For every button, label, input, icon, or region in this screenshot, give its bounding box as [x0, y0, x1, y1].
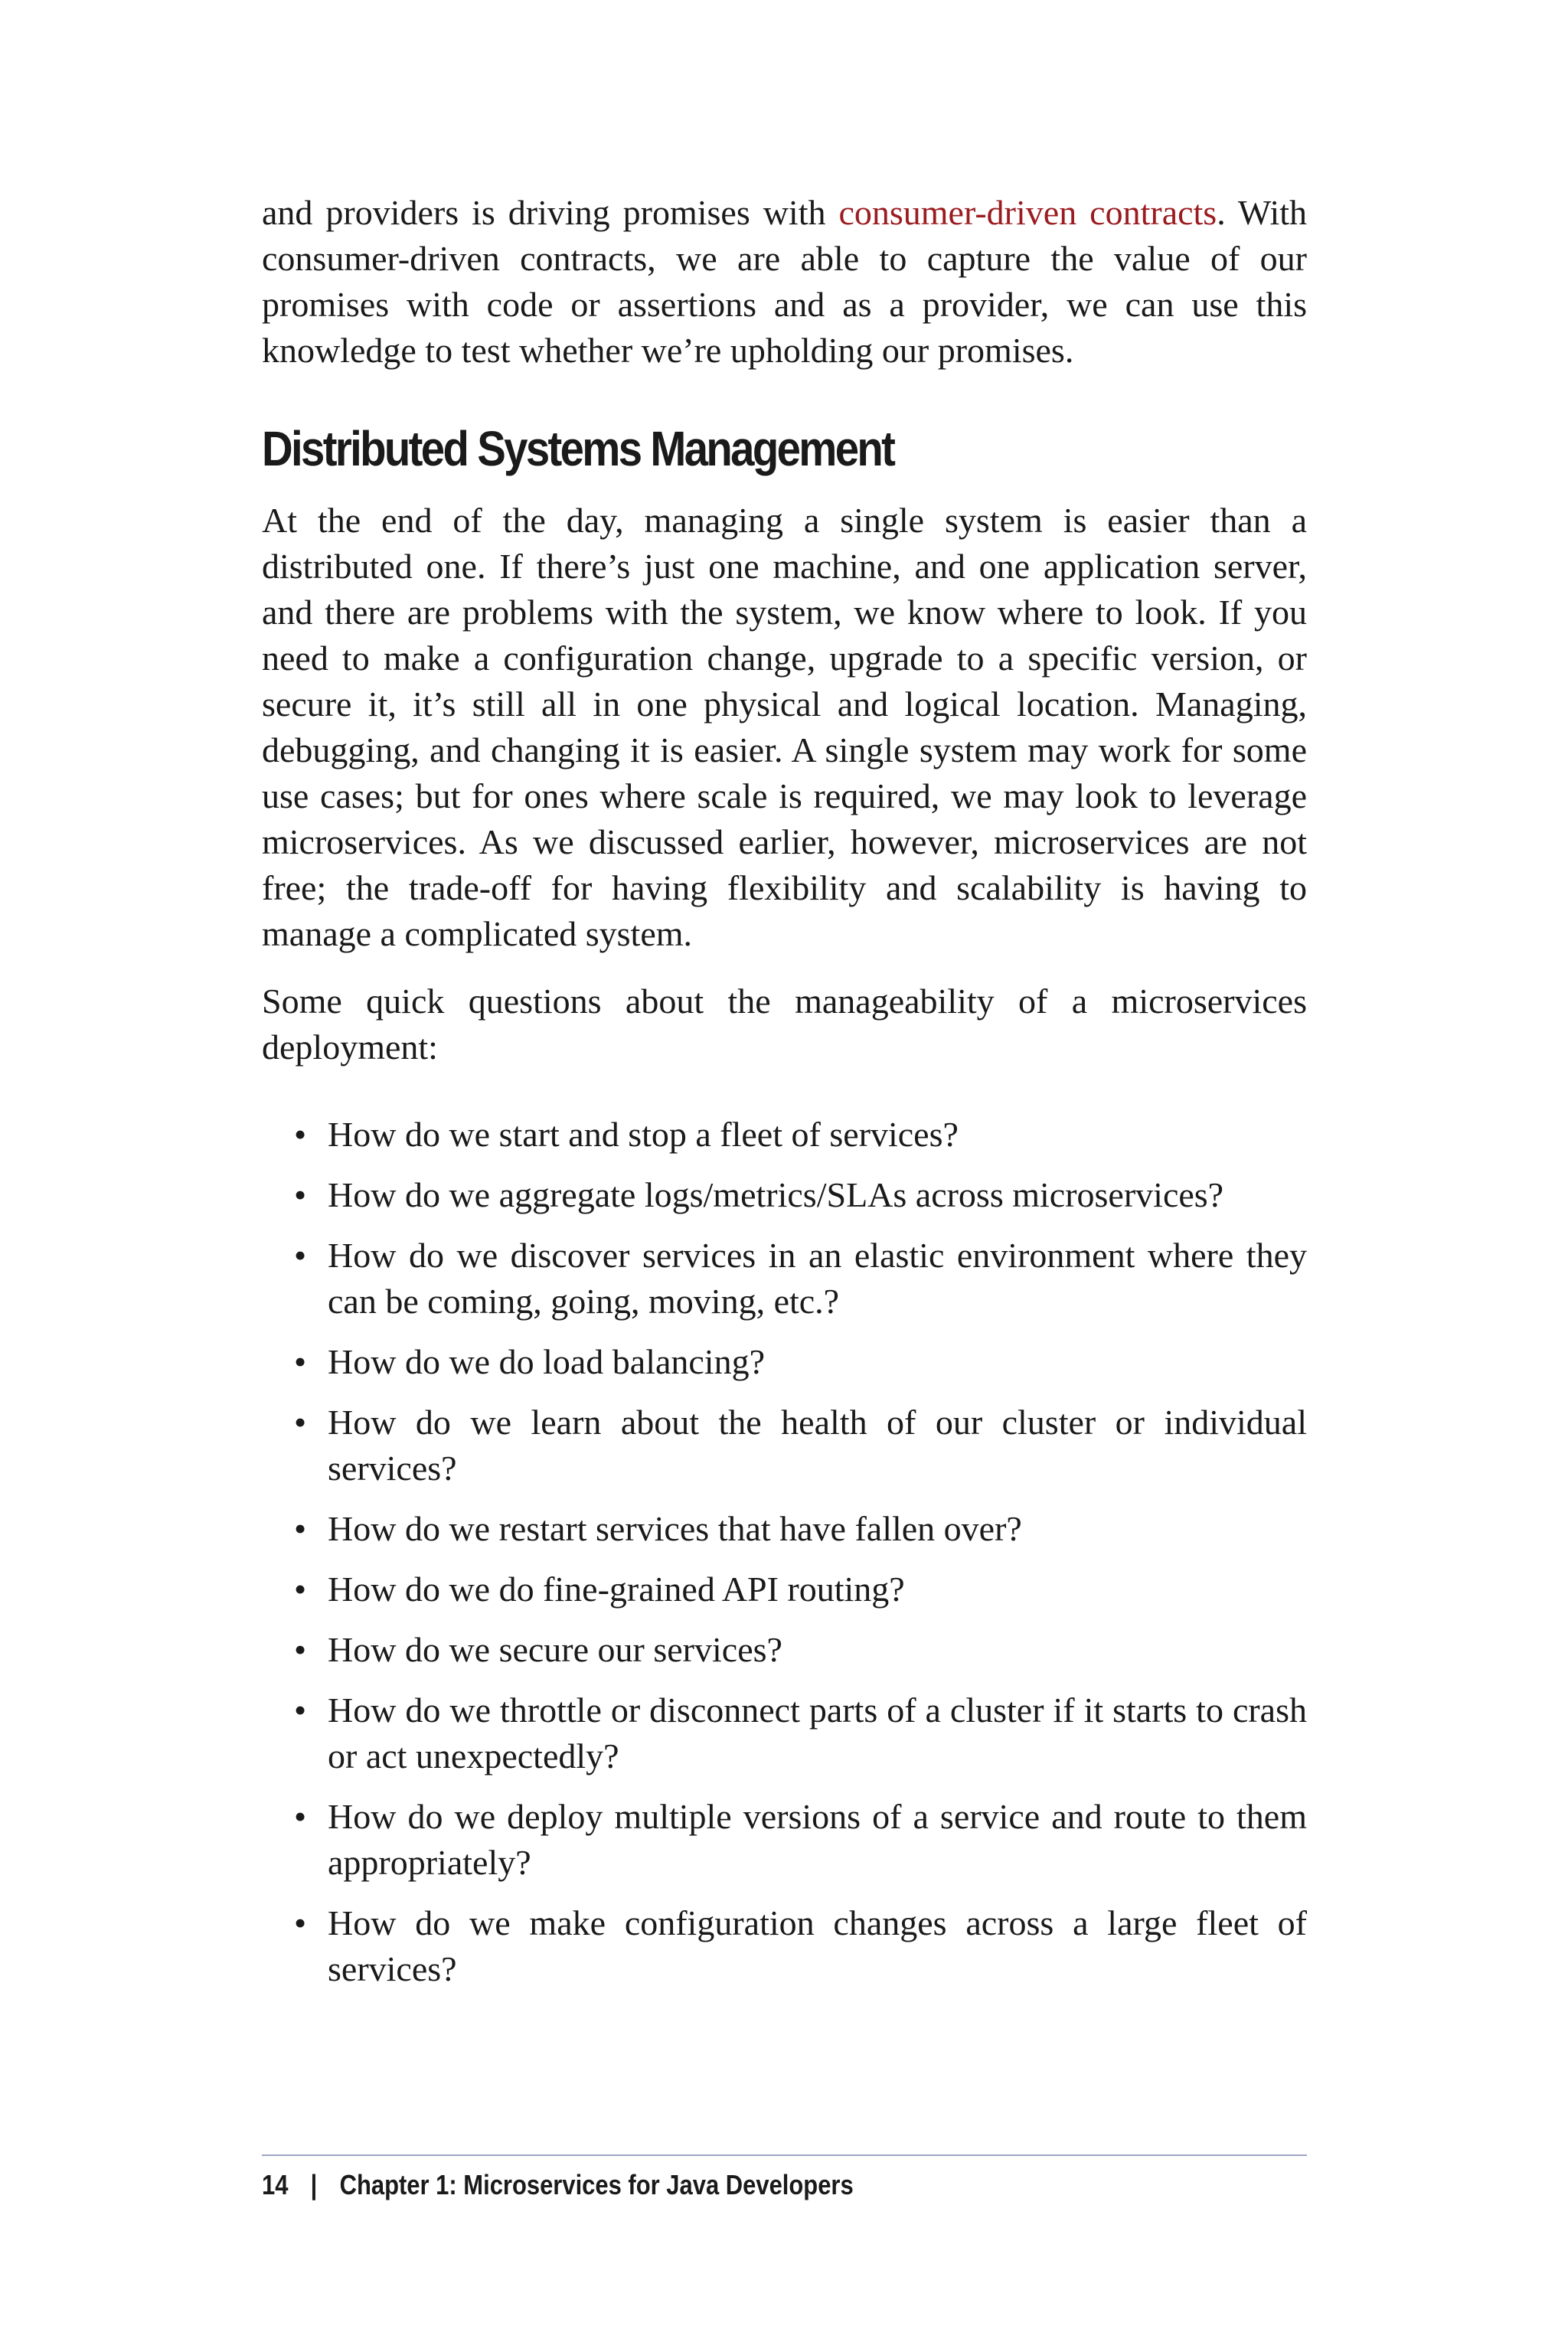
- page-number: 14: [262, 2169, 289, 2200]
- manageability-question-list: [262, 1112, 1307, 1992]
- list-item: • How do we restart services that have fallen over?: [328, 1506, 1307, 1552]
- page-footer: [262, 2154, 1307, 2202]
- list-item: • How do we deploy multiple versions of a service and route to them appropriately?: [328, 1794, 1307, 1886]
- list-item: • How do we discover services in an elastic environment where they can be coming, going, moving, etc.?: [328, 1233, 1307, 1325]
- intro-paragraph: [262, 190, 1307, 374]
- list-item: • How do we learn about the health of our cluster or individual services?: [328, 1400, 1307, 1491]
- list-item: • How do we aggregate logs/metrics/SLAs across microservices?: [328, 1172, 1307, 1218]
- chapter-title: Chapter 1: Microservices for Java Developers: [339, 2169, 854, 2200]
- list-item: • How do we do fine-grained API routing?: [328, 1566, 1307, 1612]
- section-heading: Distributed Systems Management: [262, 421, 894, 476]
- list-item: • How do we make configuration changes across a large fleet of services?: [328, 1900, 1307, 1992]
- section-paragraph-1: At the end of the day, managing a single system is easier than a distributed one. If there’s just one machine, and one application server, and there are problems with the system, we know where to look. If you need to make a configuration change, upgrade to a specific version, or secure it, it’s still all in one physical and logical location. Managing, debugging, and changing it is easier. A single system may work for some use cases; but for ones where scale is required, we may look to leverage microservices. As we discussed earlier, however, microservices are not free; the trade-off for having flexibility and scalability is having to manage a complicated system.: [262, 501, 1307, 953]
- footer-divider: [262, 2154, 1307, 2156]
- page-content: [262, 190, 1307, 2007]
- list-item: • How do we secure our services?: [328, 1627, 1307, 1673]
- intro-text-before-link: and providers is driving promises with: [262, 193, 839, 232]
- footer-line: [262, 2168, 1161, 2202]
- list-item: • How do we throttle or disconnect parts of a cluster if it starts to crash or act unexpectedly?: [328, 1687, 1307, 1779]
- section-paragraph-2: Some quick questions about the manageability of a microservices deployment:: [262, 982, 1307, 1067]
- consumer-driven-contracts-link[interactable]: consumer-driven contracts: [838, 193, 1217, 232]
- footer-separator: |: [310, 2169, 318, 2200]
- list-item: • How do we do load balancing?: [328, 1339, 1307, 1385]
- list-item: • How do we start and stop a fleet of services?: [328, 1112, 1307, 1158]
- intro-text-after-link: . With consumer-driven contracts, we are able to capture the value of our promises with code or assertions and as a provider, we can use this knowledge to test whether we’re upholding our promises.: [262, 193, 1307, 370]
